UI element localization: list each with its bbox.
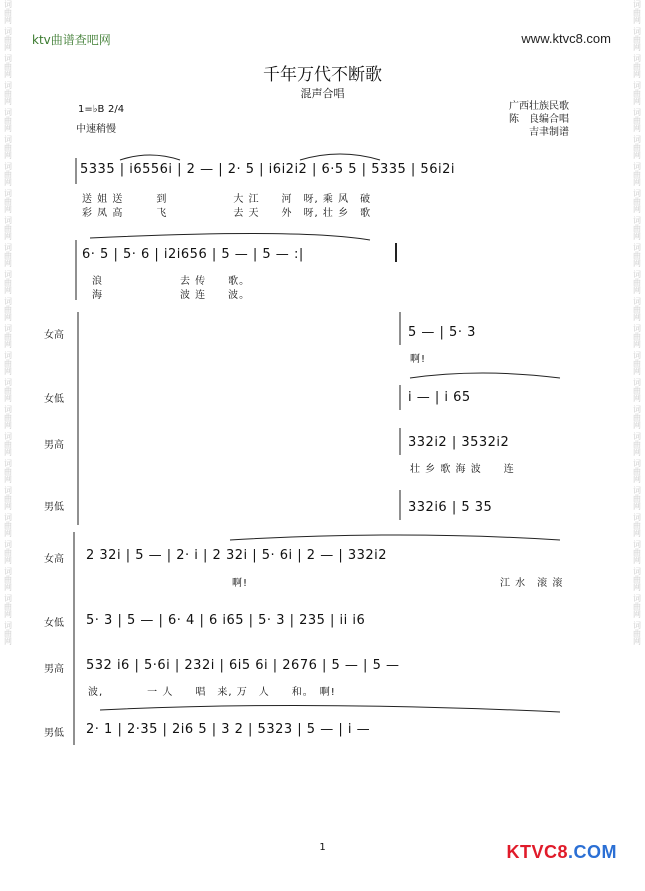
part-label-soprano-2: 女高	[44, 554, 64, 565]
watermark-text: 词曲网	[3, 432, 13, 456]
watermark-text: 词曲网	[632, 243, 642, 267]
song-subtitle: 混声合唱	[300, 87, 345, 100]
watermark-text: 词曲网	[632, 81, 642, 105]
logo-text-a: KTVC8	[506, 842, 568, 862]
watermark-text: 词曲网	[632, 378, 642, 402]
system2-lyrics-verse2: 海 波 连 波。	[92, 290, 251, 301]
watermark-text: 词曲网	[632, 270, 642, 294]
part-label-tenor: 男高	[44, 440, 64, 451]
watermark-text: 词曲网	[3, 351, 13, 375]
system4-soprano-lyric1: 啊!	[232, 578, 249, 589]
system4-soprano-notes: 2 32i | 5 — | 2· i | 2 32i | 5· 6i | 2 — | 332i2	[86, 548, 388, 563]
part-label-tenor-2: 男高	[44, 664, 64, 675]
watermark-text: 词曲网	[3, 27, 13, 51]
watermark-text: 词曲网	[632, 540, 642, 564]
system2-lyrics-verse1: 浪 去 传 歌。	[92, 276, 251, 287]
key-signature: 1=♭B	[78, 104, 105, 115]
watermark-text: 词曲网	[3, 216, 13, 240]
watermark-text: 词曲网	[3, 594, 13, 618]
system3-tenor-notes: 332i2 | 3532i2	[408, 435, 510, 450]
watermark-text: 词曲网	[3, 135, 13, 159]
watermark-text: 词曲网	[3, 108, 13, 132]
watermark-text: 词曲网	[3, 486, 13, 510]
watermark-text: 词曲网	[632, 324, 642, 348]
watermark-text: 词曲网	[3, 405, 13, 429]
watermark-text: 词曲网	[3, 459, 13, 483]
watermark-text: 词曲网	[632, 513, 642, 537]
site-name[interactable]: ktv曲谱查吧网	[32, 33, 111, 47]
system3-alto-notes: i — | i 65	[408, 390, 471, 405]
system4-bass-notes: 2· 1 | 2·35 | 2i6 5 | 3 2 | 5323 | 5 — | i —	[86, 722, 371, 737]
system1-lyrics-verse2: 彩 凤 高 飞 去 天 外 呀, 壮 乡 歌	[82, 208, 372, 219]
watermark-text: 词曲网	[632, 162, 642, 186]
tempo-marking: 中速稍慢	[76, 124, 116, 135]
system3-soprano-notes: 5 — | 5· 3	[408, 325, 476, 340]
watermark-text: 词曲网	[632, 432, 642, 456]
watermark-text: 词曲网	[632, 351, 642, 375]
system4-tenor-lyric: 波, 一 人 唱 来, 万 人 和。 啊!	[88, 687, 336, 698]
watermark-text: 词曲网	[632, 459, 642, 483]
watermark-text: 词曲网	[3, 567, 13, 591]
credit-origin: 广西壮族民歌	[509, 101, 569, 112]
song-title: 千年万代不断歌	[263, 65, 382, 85]
system1-notes: 5335 | i6556i | 2 — | 2· 5 | i6i2i2 | 6·5 5 | 5335 | 56i2i	[80, 162, 455, 177]
part-label-bass: 男低	[44, 502, 64, 513]
ktvc8-logo[interactable]	[506, 842, 617, 863]
watermark-text: 词曲网	[3, 540, 13, 564]
watermark-text: 词曲网	[3, 324, 13, 348]
watermark-text: 词曲网	[3, 189, 13, 213]
system3-soprano-lyric: 啊!	[410, 354, 427, 365]
watermark-text: 词曲网	[632, 405, 642, 429]
watermark-text: 词曲网	[632, 189, 642, 213]
watermark-text: 词曲网	[632, 0, 642, 24]
part-label-alto: 女低	[44, 394, 64, 405]
watermark-text: 词曲网	[3, 162, 13, 186]
watermark-text: 词曲网	[3, 270, 13, 294]
watermark-text: 词曲网	[632, 27, 642, 51]
watermark-text: 词曲网	[3, 297, 13, 321]
watermark-text: 词曲网	[3, 243, 13, 267]
watermark-text: 词曲网	[3, 378, 13, 402]
system3-tenor-lyric: 壮 乡 歌 海 波 连	[410, 464, 515, 475]
watermark-text: 词曲网	[3, 0, 13, 24]
watermark-text: 词曲网	[3, 54, 13, 78]
site-url[interactable]: www.ktvc8.com	[521, 31, 611, 46]
watermark-text: 词曲网	[632, 216, 642, 240]
part-label-soprano: 女高	[44, 330, 64, 341]
watermark-text: 词曲网	[632, 297, 642, 321]
time-signature: 2/4	[108, 104, 125, 115]
part-label-bass-2: 男低	[44, 728, 64, 739]
watermark-text: 词曲网	[3, 621, 13, 645]
page-number: 1	[319, 842, 326, 853]
logo-text-b: .COM	[568, 842, 617, 862]
watermark-text: 词曲网	[632, 567, 642, 591]
watermark-text: 词曲网	[632, 135, 642, 159]
watermark-text: 词曲网	[632, 108, 642, 132]
system4-alto-notes: 5· 3 | 5 — | 6· 4 | 6 i65 | 5· 3 | 235 | ii i6	[86, 613, 366, 628]
system4-tenor-notes: 532 i6 | 5·6i | 232i | 6i5 6i | 2676 | 5 — | 5 —	[86, 658, 400, 673]
system2-notes: 6· 5 | 5· 6 | i2i656 | 5 — | 5 — :|	[82, 247, 304, 262]
credit-arranger: 陈 良编合唱	[509, 114, 569, 125]
system1-lyrics-verse1: 送 姐 送 到 大 江 河 呀, 乘 风 破	[82, 194, 372, 205]
watermark-text: 词曲网	[632, 486, 642, 510]
watermark-text: 词曲网	[632, 594, 642, 618]
credit-transcriber: 吉聿制谱	[529, 127, 569, 138]
watermark-text: 词曲网	[3, 513, 13, 537]
system4-soprano-lyric2: 江 水 滚 滚	[500, 578, 564, 589]
watermark-text: 词曲网	[3, 81, 13, 105]
watermark-text: 词曲网	[632, 621, 642, 645]
part-label-alto-2: 女低	[44, 618, 64, 629]
system3-bass-notes: 332i6 | 5 35	[408, 500, 493, 515]
watermark-text: 词曲网	[632, 54, 642, 78]
